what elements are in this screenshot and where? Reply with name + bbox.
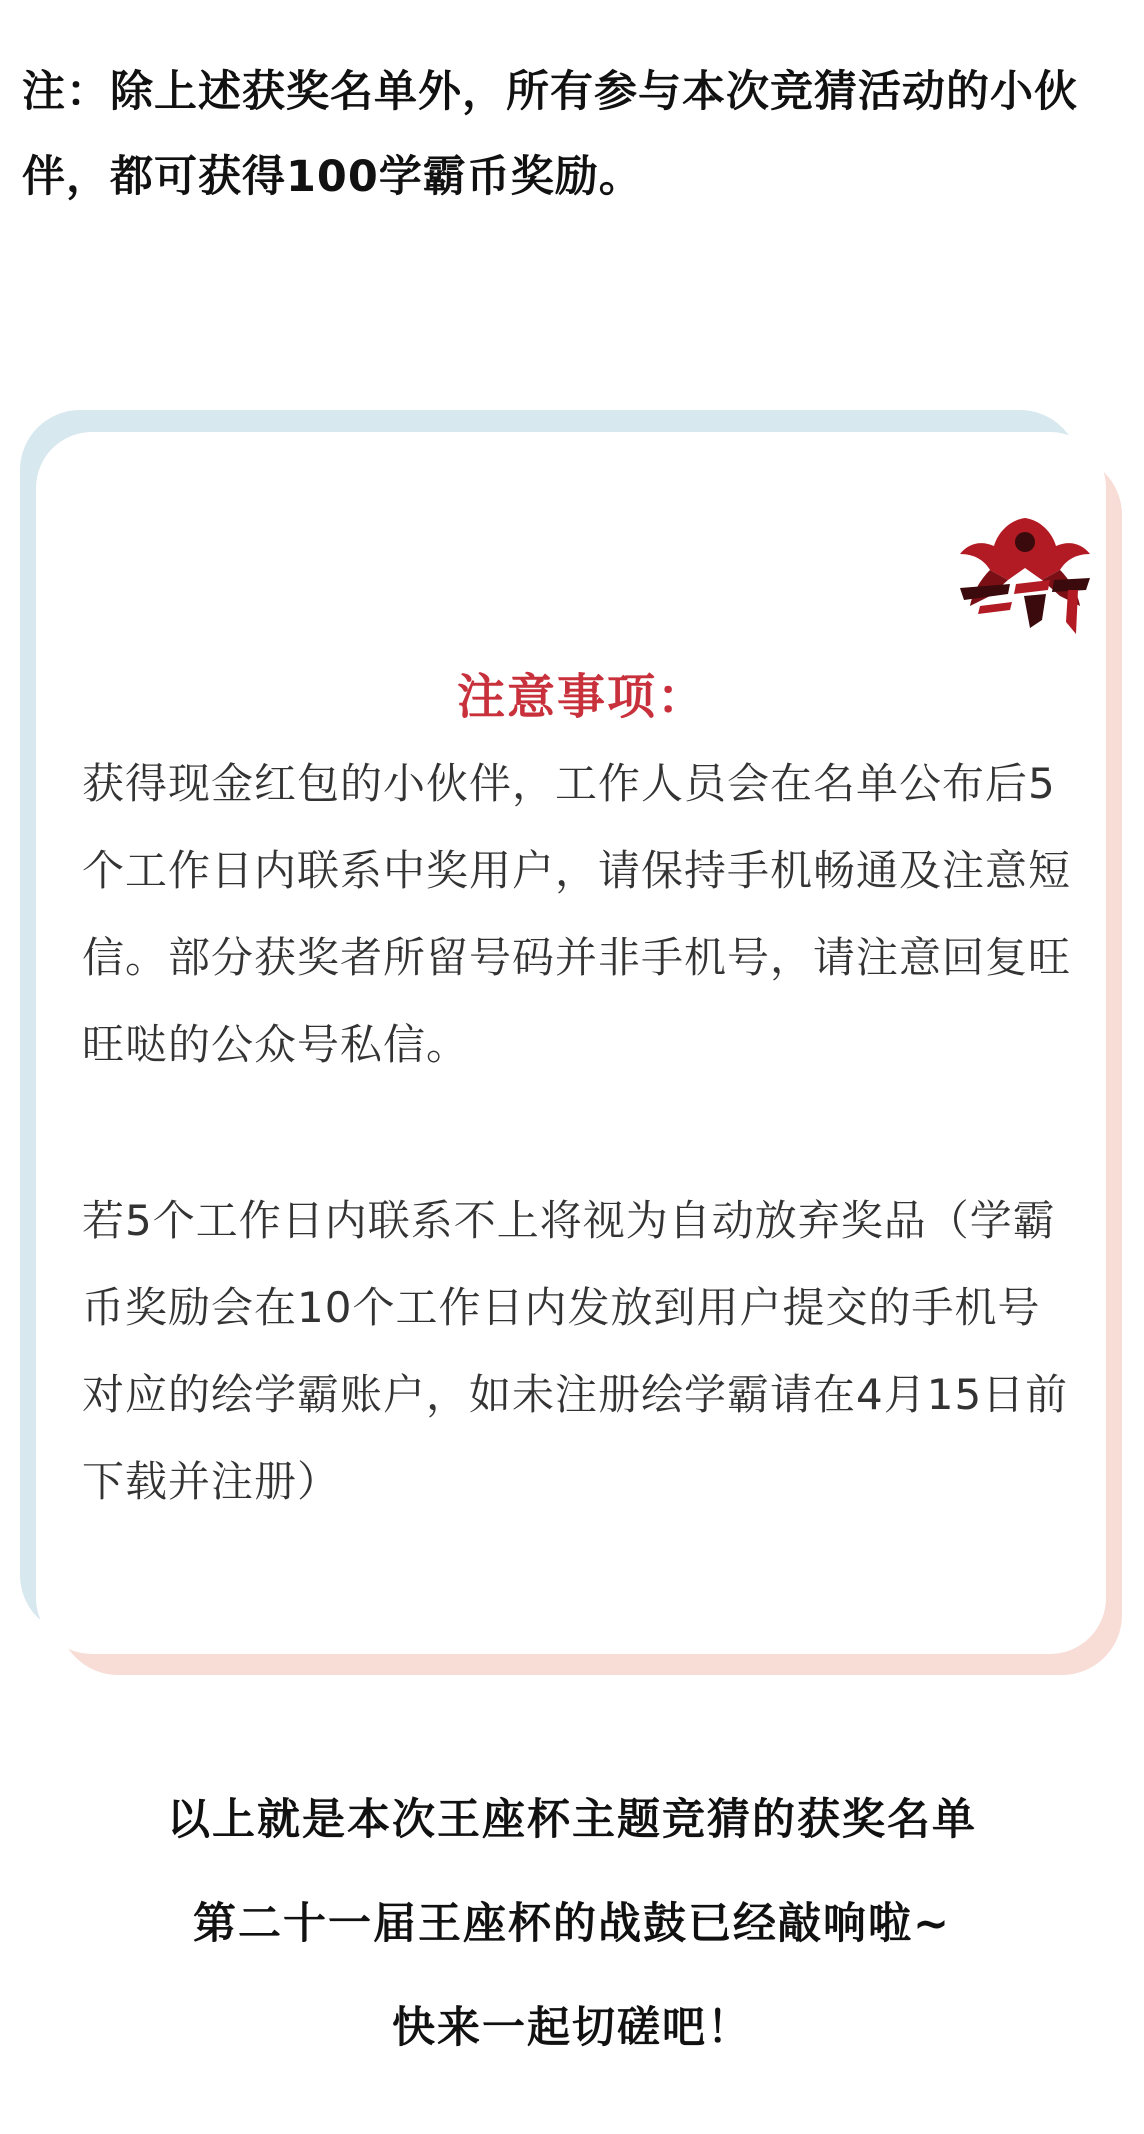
top-note: 注：除上述获奖名单外，所有参与本次竞猜活动的小伙伴，都可获得100学霸币奖励。 <box>22 67 1078 202</box>
wangzuobei-logo-icon <box>950 510 1100 640</box>
closing-line-3: 快来一起切磋吧！ <box>392 2003 752 2053</box>
notice-paragraph-1: 获得现金红包的小伙伴，工作人员会在名单公布后5个工作日内联系中奖用户，请保持手机畅通及注意短信。部分获奖者所留号码并非手机号，请注意回复旺旺哒的公众号私信。 <box>82 759 1072 1069</box>
closing-line-2: 第二十一届王座杯的战鼓已经敲响啦~ <box>192 1899 952 1949</box>
notice-spacer <box>82 1088 1082 1177</box>
closing-message <box>0 1768 1144 2080</box>
notice-section <box>82 660 1082 1525</box>
notice-paragraph-2: 若5个工作日内联系不上将视为自动放弃奖品（学霸币奖励会在10个工作日内发放到用户提交的手机号对应的绘学霸账户，如未注册绘学霸请在4月15日前下载并注册） <box>82 1196 1069 1506</box>
notice-title: 注意事项： <box>456 669 707 725</box>
closing-line-1: 以上就是本次王座杯主题竞猜的获奖名单 <box>167 1795 977 1845</box>
